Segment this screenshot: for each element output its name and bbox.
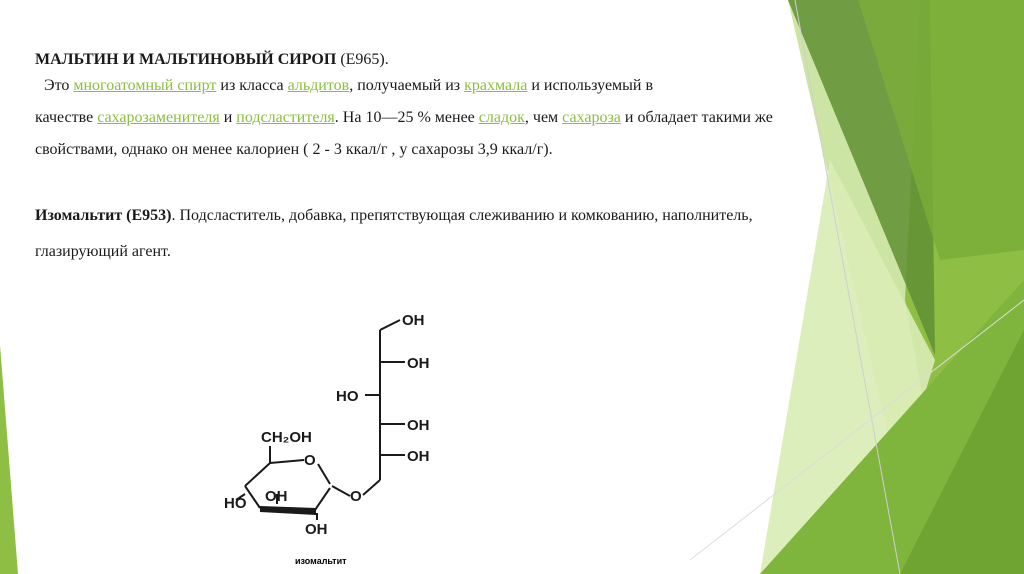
label-ho-left: HO	[336, 388, 359, 405]
link-polyol[interactable]: многоатомный спирт	[73, 77, 217, 94]
link-starch[interactable]: крахмала	[464, 77, 528, 94]
maltitol-line-3: свойствами, однако он менее калориен ( 2 - 3 ккал/г , у сахарозы 3,9 ккал/г).	[35, 141, 553, 158]
link-alditols[interactable]: альдитов	[287, 77, 350, 94]
label-ring-oxygen: O	[304, 452, 316, 469]
text-span: Это	[44, 77, 74, 94]
structure-caption: изомальтит	[295, 556, 347, 566]
label-glycosidic-oxygen: O	[350, 488, 362, 505]
link-sucrose[interactable]: сахароза	[562, 109, 621, 126]
isomalt-line-1	[35, 203, 955, 229]
maltitol-line-2	[35, 105, 955, 131]
ring-wedge-bond	[260, 506, 316, 515]
maltitol-title-bold: МАЛЬТИН И МАЛЬТИНОВЫЙ СИРОП	[35, 51, 337, 68]
text-span: , получаемый из	[349, 77, 465, 94]
spacer	[35, 163, 955, 195]
isomaltitol-structure	[200, 298, 460, 574]
maltitol-title-code: (E965).	[336, 51, 389, 68]
text-span: качестве	[35, 109, 98, 126]
label-ch2oh: CH₂OH	[261, 429, 312, 446]
link-sweetener[interactable]: подсластителя	[236, 109, 335, 126]
label-ho-ring: HO	[224, 495, 247, 512]
label-oh-top: OH	[402, 312, 425, 329]
text-span: . Подсластитель, добавка, препятствующая слеживанию и комкованию, наполнитель,	[171, 207, 753, 224]
text-span: . На 10—25 % менее	[334, 109, 479, 126]
label-oh-2: OH	[407, 355, 430, 372]
isomalt-line-2: глазирующий агент.	[35, 243, 171, 260]
decor-left-green	[0, 345, 18, 574]
text-span: , чем	[524, 109, 563, 126]
link-sweet[interactable]: сладок	[478, 109, 525, 126]
text-span: и обладает такими же	[620, 109, 773, 126]
text-span: и используемый в	[527, 77, 654, 94]
text-span: и	[219, 109, 237, 126]
label-oh-ring-bottom: OH	[305, 521, 328, 538]
maltitol-line-1	[35, 73, 955, 99]
link-sugar-substitute[interactable]: сахарозаменителя	[97, 109, 220, 126]
isomalt-title-bold: Изомальтит (E953)	[35, 207, 172, 224]
label-oh-4: OH	[407, 417, 430, 434]
slide-text	[35, 47, 955, 265]
label-oh-ring-inner: OH	[265, 488, 288, 505]
text-span: из класса	[216, 77, 288, 94]
label-oh-5: OH	[407, 448, 430, 465]
maltitol-title	[35, 47, 955, 73]
